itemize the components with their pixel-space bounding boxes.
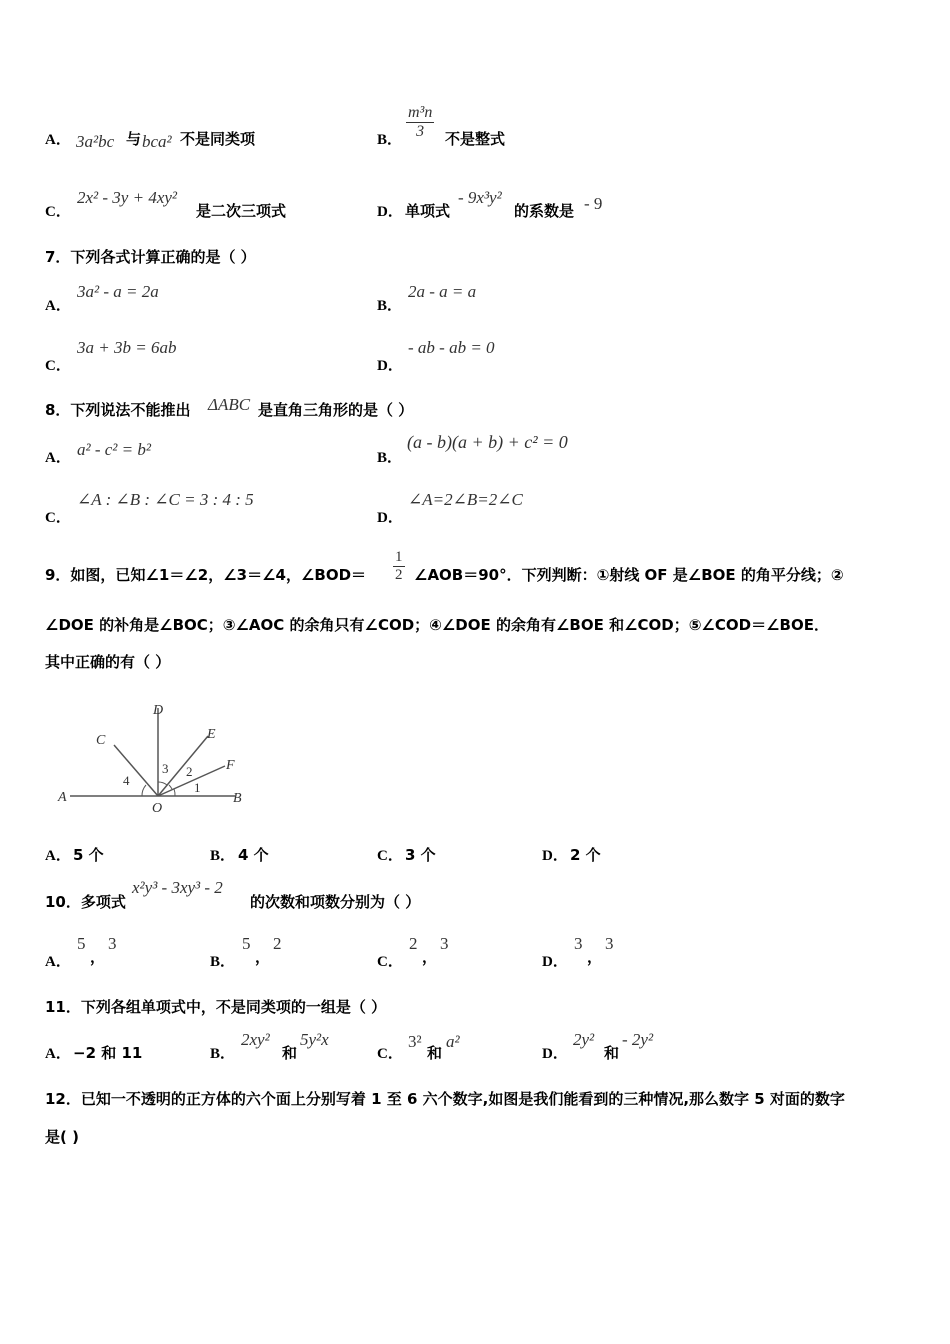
q11-option-d-label: D． <box>542 1046 568 1062</box>
q6-option-c-text: 是二次三项式 <box>196 202 287 220</box>
label-a: A <box>58 790 67 805</box>
q6-option-a-text: 不是同类项 <box>180 130 256 148</box>
q6-option-a-label: A． <box>45 132 71 148</box>
q11-option-b-label: B． <box>210 1046 236 1062</box>
q9-option-a-label: A． <box>45 848 71 864</box>
q11-option-b-e1: 2xy² <box>241 1030 270 1049</box>
label-2: 2 <box>186 764 193 779</box>
label-e: E <box>207 727 216 742</box>
q8-option-d-expr: ∠A=2∠B=2∠C <box>408 490 523 509</box>
q7-title: 7．下列各式计算正确的是（ ） <box>45 248 256 266</box>
q10-option-d-v2: 3 <box>605 934 614 953</box>
q6-option-a-expr2: bca² <box>142 132 172 151</box>
q7-option-b-expr: 2a - a = a <box>408 282 477 301</box>
q10-option-b-v2: 2 <box>273 934 282 953</box>
q11-option-d-he: 和 <box>604 1044 620 1062</box>
q8-option-b-label: B． <box>377 450 403 466</box>
label-d: D <box>153 703 164 718</box>
figure-background <box>50 690 280 820</box>
q10-pre: 10．多项式 <box>45 893 126 911</box>
q12-line1: 12．已知一不透明的正方体的六个面上分别写着 1 至 6 六个数字,如图是我们能看到的三种情况,那么数字 5 对面的数字 <box>45 1090 845 1108</box>
q9-option-c-text: 3 个 <box>405 846 436 864</box>
q8-title-pre: 8．下列说法不能推出 <box>45 401 191 419</box>
q9-option-a-text: 5 个 <box>73 846 104 864</box>
label-3: 3 <box>162 761 169 776</box>
q10-option-d-comma: ， <box>587 948 603 966</box>
q10-option-c-v2: 3 <box>440 934 449 953</box>
q11-option-b-he: 和 <box>282 1044 298 1062</box>
q6-option-b-text: 不是整式 <box>445 130 506 148</box>
q10-option-b-label: B． <box>210 954 236 970</box>
q7-option-d-label: D． <box>377 358 403 374</box>
q7-option-c-label: C． <box>45 358 71 374</box>
q9-option-c-label: C． <box>377 848 403 864</box>
q10-option-a-label: A． <box>45 954 71 970</box>
q8-title-math: ΔABC <box>208 395 251 414</box>
q6-option-b-denominator: 3 <box>416 123 425 140</box>
q11-option-d-e1: 2y² <box>573 1030 595 1049</box>
q11-option-c-e1: 3² <box>408 1032 422 1051</box>
q9-fraction-den: 2 <box>395 567 403 583</box>
q10-post: 的次数和项数分别为（ ） <box>250 893 421 911</box>
q9-fraction <box>393 549 405 584</box>
q6-option-d-pre: 单项式 <box>405 202 451 220</box>
q7-option-c-expr: 3a + 3b = 6ab <box>77 338 177 357</box>
q9-line2: ∠DOE 的补角是∠BOC；③∠AOC 的余角只有∠COD；④∠DOE 的余角有∠BOE 和∠COD；⑤∠COD＝∠BOE． <box>45 616 829 634</box>
q10-option-a-comma: ， <box>90 948 106 966</box>
q6-option-d-val: - 9 <box>584 194 603 213</box>
q10-option-a-v1: 5 <box>77 934 86 953</box>
q6-option-d-expr: - 9x³y² <box>458 188 502 207</box>
q9-option-d-text: 2 个 <box>570 846 601 864</box>
q9-line1-post: ∠AOB＝90°．下列判断：①射线 OF 是∠BOE 的角平分线；② <box>414 566 844 584</box>
q10-option-c-v1: 2 <box>409 934 418 953</box>
q8-option-c-label: C． <box>45 510 71 526</box>
q7-option-a-expr: 3a² - a = 2a <box>77 282 159 301</box>
label-1: 1 <box>194 780 201 795</box>
label-f: F <box>226 758 235 773</box>
q6-option-d-mid: 的系数是 <box>514 202 575 220</box>
q10-option-b-v1: 5 <box>242 934 251 953</box>
q8-option-b-expr: (a - b)(a + b) + c² = 0 <box>407 432 568 452</box>
q9-option-b-text: 4 个 <box>238 846 269 864</box>
q11-option-b-e2: 5y²x <box>300 1030 329 1049</box>
q6-option-b-label: B． <box>377 132 403 148</box>
q8-option-c-expr: ∠A : ∠B : ∠C = 3 : 4 : 5 <box>77 490 254 509</box>
q10-expr: x²y³ - 3xy³ - 2 <box>132 878 223 897</box>
q7-option-d-expr: - ab - ab = 0 <box>408 338 495 357</box>
q7-option-a-label: A． <box>45 298 71 314</box>
q8-option-a-label: A． <box>45 450 71 466</box>
q10-option-d-v1: 3 <box>574 934 583 953</box>
q6-option-b-numerator: m³n <box>408 104 433 121</box>
q6-option-b-fraction <box>406 104 434 141</box>
q11-option-c-label: C． <box>377 1046 403 1062</box>
q10-option-d-label: D． <box>542 954 568 970</box>
q9-line1-pre: 9．如图，已知∠1＝∠2，∠3＝∠4，∠BOD＝ <box>45 566 367 584</box>
q12-line2: 是( ) <box>45 1128 79 1146</box>
q11-option-a-text: −2 和 11 <box>73 1044 143 1062</box>
label-4: 4 <box>123 773 130 788</box>
q6-option-c-label: C． <box>45 204 71 220</box>
label-o: O <box>152 801 163 816</box>
q11-option-c-he: 和 <box>427 1044 443 1062</box>
q9-angle-figure <box>50 690 280 820</box>
q7-option-b-label: B． <box>377 298 403 314</box>
q10-option-c-label: C． <box>377 954 403 970</box>
q6-option-a-mid: 与 <box>126 130 142 148</box>
q6-option-d-label: D． <box>377 204 403 220</box>
q8-option-d-label: D． <box>377 510 403 526</box>
q10-option-b-comma: ， <box>255 948 271 966</box>
q11-title: 11．下列各组单项式中，不是同类项的一组是（ ） <box>45 998 387 1016</box>
q9-option-d-label: D． <box>542 848 568 864</box>
q10-option-a-v2: 3 <box>108 934 117 953</box>
q8-title-post: 是直角三角形的是（ ） <box>258 401 414 419</box>
q8-option-a-expr: a² - c² = b² <box>77 440 151 459</box>
q11-option-c-e2: a² <box>446 1032 460 1051</box>
q9-option-b-label: B． <box>210 848 236 864</box>
q6-option-a-expr1: 3a²bc <box>76 132 115 151</box>
q9-line3: 其中正确的有（ ） <box>45 653 171 671</box>
q11-option-a-label: A． <box>45 1046 71 1062</box>
q6-option-c-expr: 2x² - 3y + 4xy² <box>77 188 178 207</box>
label-c: C <box>96 733 106 748</box>
label-b: B <box>233 791 242 806</box>
q10-option-c-comma: ， <box>422 948 438 966</box>
q11-option-d-e2: - 2y² <box>622 1030 654 1049</box>
q9-fraction-num: 1 <box>395 549 403 565</box>
